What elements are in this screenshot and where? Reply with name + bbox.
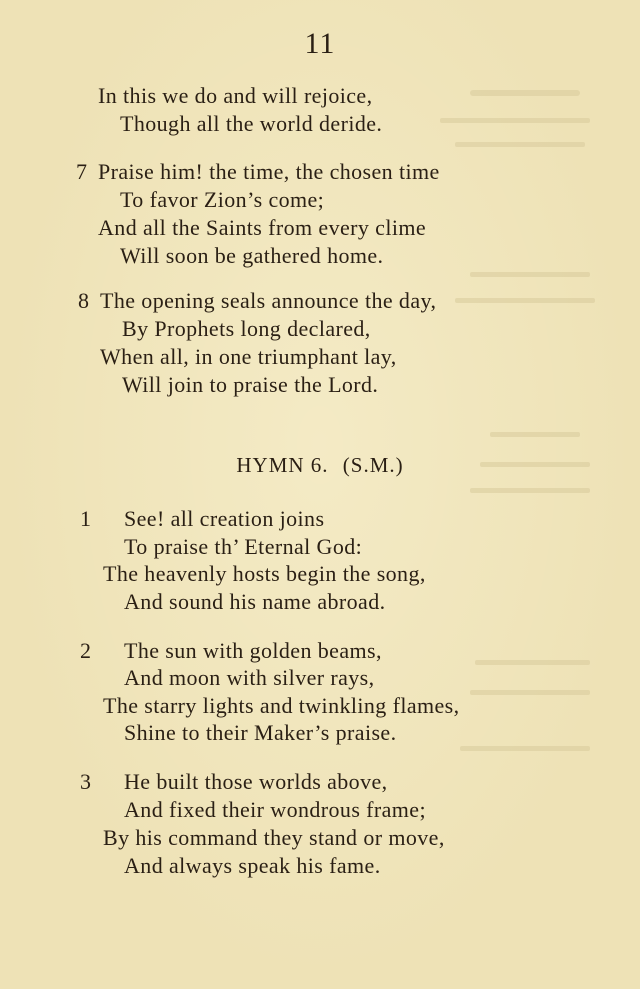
verse-number: 2 — [80, 638, 91, 663]
verse-line: The sun with golden beams, — [124, 638, 382, 663]
verse-line: By his command they stand or move, — [103, 825, 445, 850]
verse-number: 1 — [80, 506, 91, 531]
verse-line: See! all creation joins — [124, 506, 325, 531]
opening-line-1: In this we do and will rejoice, — [98, 83, 373, 108]
verse-line: And always speak his fame. — [124, 853, 381, 878]
hymn-heading — [0, 451, 640, 479]
verse-number: 3 — [80, 769, 91, 794]
verse-line: He built those worlds above, — [124, 769, 388, 794]
verse-line: When all, in one triumphant lay, — [100, 344, 397, 369]
verse-line: The heavenly hosts begin the song, — [103, 561, 426, 586]
opening-line-2: Though all the world deride. — [120, 111, 383, 136]
verse-line: The opening seals announce the day, — [100, 288, 437, 313]
verse-line: And moon with silver rays, — [124, 665, 375, 690]
verse-number: 8 — [78, 288, 89, 313]
verse-line: And fixed their wondrous frame; — [124, 797, 426, 822]
verse-line: The starry lights and twinkling flames, — [103, 693, 460, 718]
verse-line: By Prophets long declared, — [122, 316, 371, 341]
hymn-title: HYMN 6. — [236, 453, 329, 477]
verse-line: And all the Saints from every clime — [98, 215, 427, 240]
verse-number: 7 — [76, 159, 87, 184]
verse-line: Praise him! the time, the chosen time — [98, 159, 440, 184]
hymn-meter: (S.M.) — [342, 453, 404, 477]
verse-line: Will soon be gathered home. — [120, 243, 384, 268]
verse-line: To praise th’ Eternal God: — [124, 534, 363, 559]
verse-line: Shine to their Maker’s praise. — [124, 720, 397, 745]
page-number: 11 — [304, 27, 336, 60]
verse-line: Will join to praise the Lord. — [122, 372, 379, 397]
verse-line: And sound his name abroad. — [124, 589, 386, 614]
verse-line: To favor Zion’s come; — [120, 187, 325, 212]
